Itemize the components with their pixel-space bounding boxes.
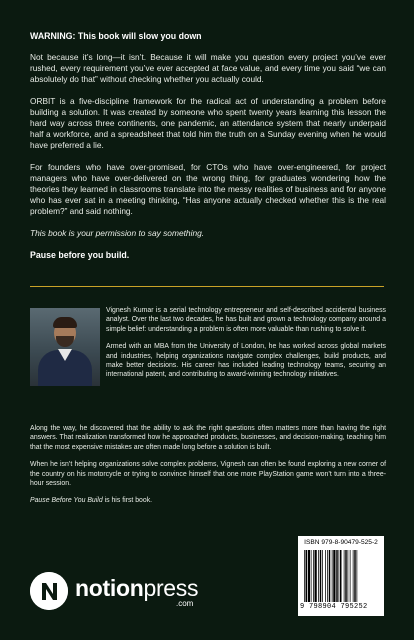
publisher-name: notionpress — [75, 575, 199, 601]
first-book-title: Pause Before You Build — [30, 497, 103, 505]
publisher-domain: .com — [176, 599, 194, 608]
blurb-paragraph-1: Not because it’s long—it isn’t. Because it will make you question every project you’ve ever rushed, every requirement you’ve ever accepted at face value, and every time you said “we can absolutely do that” without checking whether you actually could. — [30, 52, 386, 85]
blurb — [30, 30, 386, 261]
isbn-barcode — [298, 536, 384, 616]
author-photo — [30, 308, 100, 386]
author-bio-top — [106, 306, 386, 388]
bio-paragraph-2: Armed with an MBA from the University of London, he has worked across global markets and industries, helping organizations navigate complex challenges, build products, and make better decisions. His career has included leading technology teams, securing an international patent, and contributing to award-winning technology initiatives. — [106, 343, 386, 379]
barcode-bars — [304, 550, 378, 602]
blurb-paragraph-2: ORBIT is a five-discipline framework for the radical act of understanding a problem before building a solution. It was created by someone who spent twenty years learning this lesson the hard way across three continents, one pandemic, an attendance system that nearly underpaid half a workforce, and a spreadsheet that told him the truth on a Sunday evening when he would have preferred a lie. — [30, 95, 386, 151]
publisher-logo — [30, 572, 210, 612]
barcode-digits: 9 798904 795252 — [300, 603, 368, 611]
pause-line: Pause before you build. — [30, 249, 130, 260]
notionpress-logo-icon — [30, 572, 68, 610]
first-book-line — [30, 496, 386, 505]
blurb-paragraph-3: For founders who have over-promised, for CTOs who have over-engineered, for project managers who have over-delivered on the wrong thing, for graduates wondering how the theories they learned in classrooms translate into the messy realities of business and for anyone who has ever sat in a meeting thinking, “Has anyone actually checked whether this is the real problem?” and said nothing. — [30, 161, 386, 217]
warning-heading: WARNING: This book will slow you down — [30, 31, 202, 41]
first-book-rest: is his first book. — [102, 497, 153, 505]
bio-paragraph-4: When he isn’t helping organizations solve complex problems, Vignesh can often be found exploring a new corner of the country on his motorcycle or trying to convince himself that one more PlayStation game won’t turn into a three-hour session. — [30, 461, 386, 488]
author-bio-bottom — [30, 424, 386, 506]
isbn-number: ISBN 979-8-90479-525-2 — [304, 539, 378, 546]
gold-divider — [30, 286, 384, 287]
bio-paragraph-1: Vignesh Kumar is a serial technology entrepreneur and self-described accidental business analyst. Over the last two decades, he has built and grown a technology company around a simple belief: understanding a problem is often more valuable than rushing to solve it. — [106, 307, 386, 333]
bio-paragraph-3: Along the way, he discovered that the ability to ask the right questions often matters more than having the right answers. That realization transformed how he approached products, businesses, and decision-making, teaching him that the most expensive mistakes are often made long before a solution is built. — [30, 425, 386, 451]
permission-line: This book is your permission to say something. — [30, 227, 205, 238]
